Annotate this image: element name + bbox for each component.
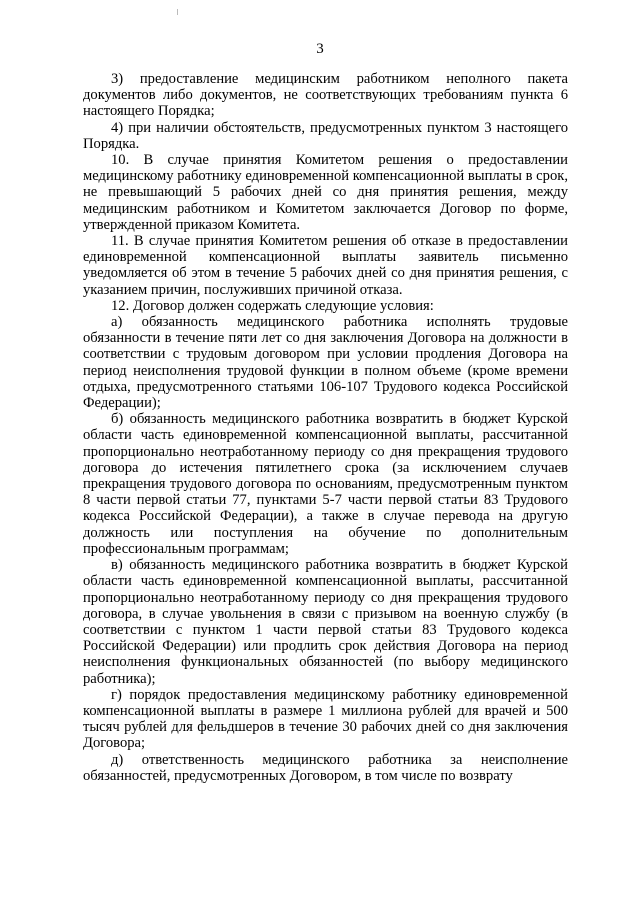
- paragraph-clause-11: 11. В случае принятия Комитетом решения об отказе в предоставлении единовременной компенсационной выплаты заявитель письменно уведомляется об этом в течение 5 рабочих дней со дня принятия решения, с указанием причин, послуживших причиной отказа.: [83, 233, 568, 298]
- document-body: [83, 71, 568, 784]
- paragraph-condition-v: в) обязанность медицинского работника возвратить в бюджет Курской области часть единовременной компенсационной выплаты, рассчитанной пропорционально неотработанному периоду со дня прекращения трудового договора, в случае увольнения в связи с призывом на военную службу (в соответствии с пунктом 1 части первой статьи 83 Трудового кодекса Российской Федерации) или продлить срок действия Договора на период неисполнения функциональных обязанностей (по выбору медицинского работника);: [83, 557, 568, 687]
- page-number: 3: [316, 41, 324, 57]
- paragraph-item-3: 3) предоставление медицинским работником неполного пакета документов либо документов, не соответствующих требованиям пункта 6 настоящего Порядка;: [83, 71, 568, 120]
- paragraph-condition-a: а) обязанность медицинского работника исполнять трудовые обязанности в течение пяти лет со дня заключения Договора на должности в соответствии с трудовым договором при условии продления Договора на период неисполнения трудовой функции в полном объеме (кроме времени отдыха, предусмотренного статьями 106-107 Трудового кодекса Российской Федерации);: [83, 314, 568, 412]
- paragraph-condition-g: г) порядок предоставления медицинскому работнику единовременной компенсационной выплаты в размере 1 миллиона рублей для врачей и 500 тысяч рублей для фельдшеров в течение 30 рабочих дней со дня заключения Договора;: [83, 686, 568, 752]
- paragraph-condition-b: б) обязанность медицинского работника возвратить в бюджет Курской области часть единовременной компенсационной выплаты, рассчитанной пропорционально неотработанному периоду со дня прекращения трудового договора до истечения пятилетнего срока (за исключением случаев прекращения трудового договора по основаниям, предусмотренным пунктом 8 части первой статьи 77, пунктами 5-7 части первой статьи 83 Трудового кодекса Российской Федерации), а также в случае перевода на другую должность или поступления на обучение по дополнительным профессиональным программам;: [83, 411, 568, 557]
- paragraph-condition-d: д) ответственность медицинского работника за неисполнение обязанностей, предусмотренных Договором, в том числе по возврату: [83, 751, 568, 784]
- scan-mark: [177, 9, 178, 15]
- paragraph-item-4: 4) при наличии обстоятельств, предусмотренных пунктом 3 настоящего Порядка.: [83, 119, 568, 152]
- paragraph-clause-12: 12. Договор должен содержать следующие условия:: [111, 297, 434, 314]
- paragraph-clause-10: 10. В случае принятия Комитетом решения о предоставлении медицинскому работнику единовременной компенсационной выплаты в срок, не превышающий 5 рабочих дней со дня принятия решения, между медицинским работником и Комитетом заключается Договор по форме, утвержденной приказом Комитета.: [83, 152, 568, 233]
